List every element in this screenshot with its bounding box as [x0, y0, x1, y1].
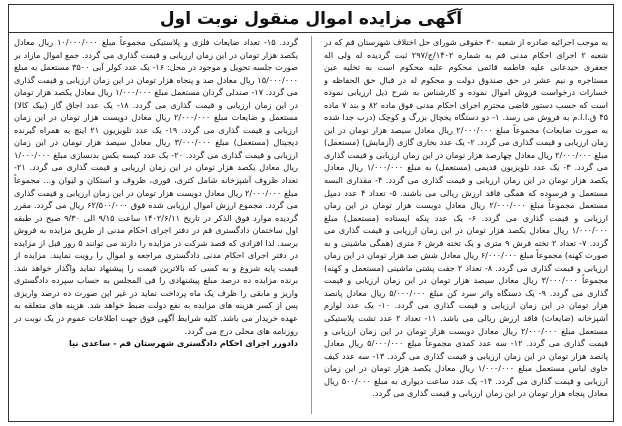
title-divider	[8, 32, 614, 33]
right-column-text: به موجب اجرائیه صادره از شعبه ۳۰ حقوقی شورای حل اختلاف شهرستان قم که در شعبه ۲ اجرای احکام مدنی قم به شماره ۱۴۰۲/ج/۲۹۷ ثبت گردیده له ولی اله جعفری حیدعانی علیه فاطمه قائمی محکوم علیه محکوم است به تخلیه عین مستاجره و نیم عشر در حق صندوق دولت و محکوم له در قبال حق الحفاظه و خسارات درخواست فروش اموال نموده و کارشناس به شرح ذیل ارزیابی نموده است که حسب دستور قاضی محترم اجرای احکام مدنی فوق ماده ۸۲ و بند ۷ ماده ۴۵ ق.ا.ا.م به فروش می رسد. ۱- دو دستگاه یخچال بزرگ و کوچک (درب جدا شده به صورت ضایعات) مجموعاً مبلغ ۲/۰۰۰/۰۰۰ ریال معادل سیصد هزار تومان در این زمان ارزیابی و قیمت گذاری می گردد. ۲- یک عدد بخاری گازی (آزمایش) (مستعمل) مبلغ ۲/۰۰۰/۰۰۰ ریال معادل چهارصد هزار تومان در این زمان ارزیابی و قیمت گذاری می گردد. ۳- یک عدد تلویزیون قدیمی (مستعمل) به مبلغ ۱/۰۰۰/۰۰۰ ریال معادل یکصد هزار تومان در این زمان ارزیابی و قیمت گذاری می گردد. ۴- مقداری البسه مستعمل و فرسوده که همگی فاقد ارزش ریالی می باشند. ۵- تعداد ۴ عدد دمپل مستعمل مجموعاً مبلغ ۲/۰۰۰/۰۰۰ ریال معادل دویست هزار تومان در این زمان ارزیابی و قیمت گذاری می گردد. ۶- یک عدد پنکه ایستاده (مستعمل) مبلغ ۱/۰۰۰/۰۰۰ ریال معادل یکصد هزار تومان در این زمان ارزیابی و قیمت گذاری می گردد. ۷- تعداد ۲ تخته فرش ۹ متری و یک تخته فرش ۶ متری (همگی ماشینی و به صورت کهنه) مجموعاً مبلغ ۶/۰۰۰/۰۰۰ ریال معادل شش صد هزار تومان در این زمان ارزیابی و قیمت گذاری می گردد. ۸- تعداد ۲ جفت پشتی ماشینی (مستعمل و کهنه) مجموعاً ۳/۰۰۰/۰۰۰ ریال معادل سیصد هزار تومان در این زمان ارزیابی و قیمت گذاری می گردد. ۹- یک دستگاه واتر سرد کن مبلغ ۵/۰۰۰/۰۰۰ ریال معادل پانصد هزار تومان در این زمان ارزیابی و قیمت گذاری می گردد. ۱۰- یک عدد لوازم آشپزخانه (ضایعات) فاقد ارزش ریالی می باشد. ۱۱- تعداد ۲ عدد تشت پلاستیکی مستعمل مبلغ ۲/۰۰۰/۰۰۰ ریال معادل دویست هزار تومان در این زمان ارزیابی و قیمت گذاری می گردد. ۱۲- سه عدد کمدی مجموعاً مبلغ ۵/۰۰۰/۰۰۰ ریال معادل پانصد هزار تومان در این زمان ارزیابی و قیمت گذاری می گردد. ۱۳- سه عدد کیف حاوی لباس مستعمل مبلغ ۱/۰۰۰/۰۰۰ ریال معادل یکصد هزار تومان در این زمان ارزیابی و قیمت گذاری می گردد. ۱۴- یک عدد ساعت دیواری به مبلغ ۵۰۰/۰۰۰ ریال معادل پنجاه هزار تومان در این زمان ارزیابی و قیمت گذاری می گردد.	[324, 37, 608, 399]
notice-body-left	[14, 36, 298, 414]
left-column-text: گردد. ۱۵- تعداد ضایعات فلزی و پلاستیکی مجموعاً مبلغ ۱۰/۰۰۰/۰۰۰ ریال معادل یکصد هزار تومان در این زمان ارزیابی و قیمت گذاری می گردد. جمع اموال مازاد بر صورت جلسه تحویل و موجود در محل: ۱۶- یک عدد کولر آبی ۳۵۰۰ مستعمل به مبلغ ۱۵/۰۰۰/۰۰۰ ریال معادل صد و پنجاه هزار تومان در این زمان ارزیابی و قیمت گذاری می گردد. ۱۷- صندلی گردان مستعمل مبلغ ۱/۰۰۰/۰۰۰ ریال معادل یکصد هزار تومان در این زمان ارزیابی و قیمت گذاری می گردد. ۱۸- یک عدد اجاق گاز (بیک کالا) مستعمل و ضایعات مبلغ ۲/۰۰۰/۰۰۰ ریال معادل دویست هزار تومان در این زمان ارزیابی و قیمت گذاری می گردد. ۱۹- یک عدد تلویزیون ۲۱ اینچ به همراه گیرنده دیجیتال (مستعمل) مبلغ ۳/۰۰۰/۰۰۰ ریال معادل سیصد هزار تومان در این زمان ارزیابی و قیمت گذاری می گردد. ۲۰- یک عدد کیسه بکس بدنسازی مبلغ ۱/۰۰۰/۰۰۰ ریال معادل یکصد هزار تومان در این زمان ارزیابی و قیمت گذاری می گردد. ۲۱- تعداد ظروف آشپزخانه شامل کتری، قوری، ظروف و استکان و لیوان و... مجموعاً مبلغ ۲/۰۰۰/۰۰۰ ریال معادل دویست هزار تومان در این زمان ارزیابی و قیمت گذاری می گردد. مجموع ارزش اموال ارزیابی شده فوق ۶۲/۵۰۰/۰۰۰ ریال می گردد. مقرر گردیده موارد فوق الذکر در تاریخ ۱۴۰۲/۶/۱۱ ساعت ۹/۱۵ الی ۹/۳۰ صبح در طبقه اول ساختمان دادگستری قم در دفتر اجرای احکام مدنی از طریق مزایده به فروش برسد. لذا افرادی که قصد شرکت در مزایده را دارند می توانند ۵ روز قبل از مزایده در دفتر اجرای احکام مدنی دادگستری مراجعه و اموال را رویت نمایند. مزایده از قیمت پایه شروع و به کسی که بالاترین قیمت را پیشنهاد نماید واگذار خواهد شد. برنده مزایده ده درصد مبلغ پیشنهادی را فی المجلس به حساب سپرده دادگستری واریز و مابقی را ظرف یک ماه پرداخت نماید در غیر این صورت ده درصد واریزی پس از کسر هزینه های مزایده به نفع دولت ضبط خواهد شد. هزینه های متعلقه به عهده خریدار می باشد. کلیه شرایط آگهی فوق جهت اطلاعات عموم در یک نوبت در روزنامه های محلی درج می گردد.	[14, 37, 298, 336]
notice-title: آگهی مزایده اموال منقول نوبت اول	[159, 9, 463, 29]
column-divider	[311, 36, 312, 414]
notice-body-right	[324, 36, 608, 414]
signature-line: دادورز اجرای احکام دادگستری شهرستان قم - ساعدی نیا	[68, 338, 298, 349]
